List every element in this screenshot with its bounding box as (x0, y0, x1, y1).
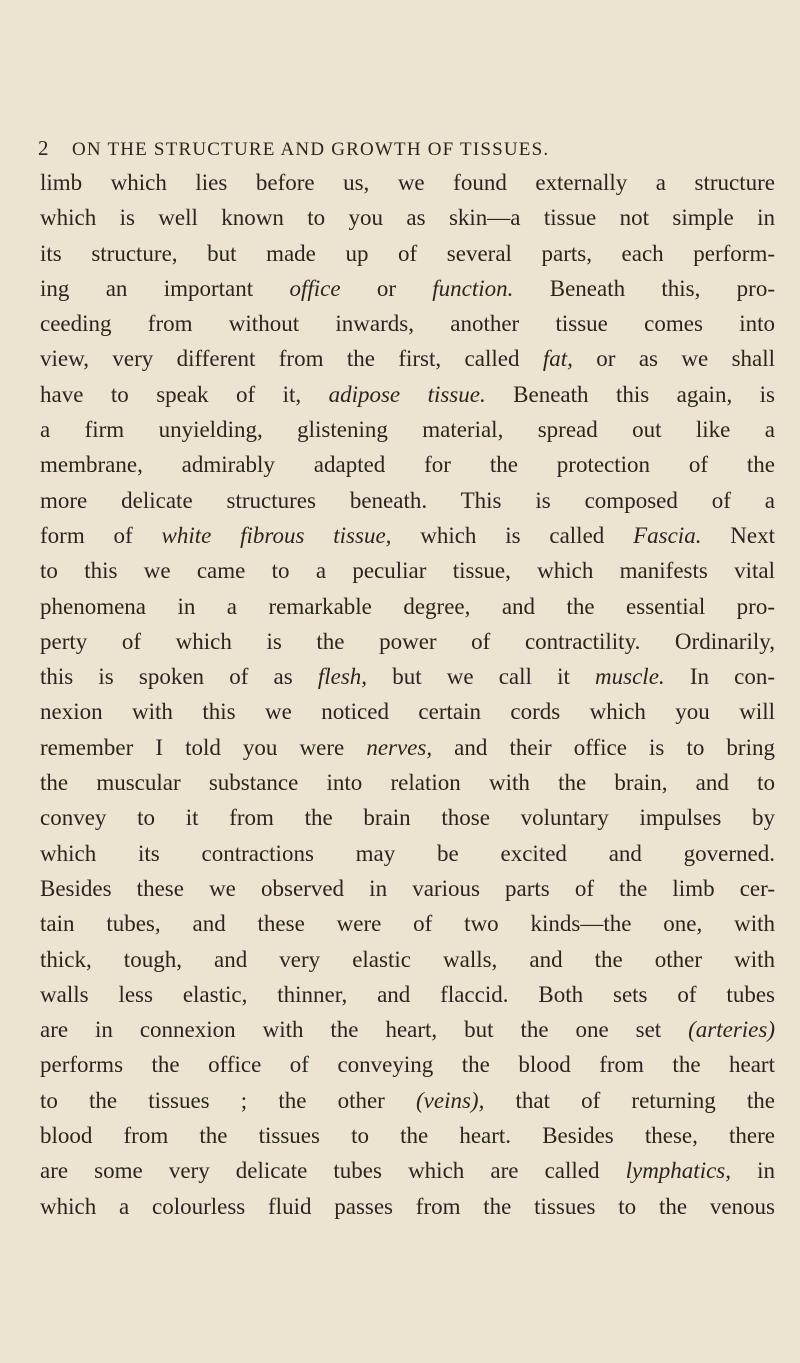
text-run: but we call it (367, 664, 596, 690)
text-run: or (340, 275, 433, 301)
text-run: which a colourless fluid passes from the tissues to the venous (40, 1193, 775, 1219)
text-run: are some very delicate tubes which are called (40, 1158, 626, 1184)
text-run: view, very different from the first, called (40, 346, 543, 372)
page-number: 2 (38, 136, 50, 160)
italic-term: muscle. (595, 664, 665, 690)
text-line (40, 1047, 775, 1082)
text-line (40, 447, 775, 482)
text-line (40, 942, 775, 977)
text-run: which its contractions may be excited and governed. (40, 840, 775, 866)
text-line (40, 306, 775, 341)
text-run: ceeding from without inwards, another tissue comes into (40, 311, 775, 337)
text-line (40, 800, 775, 835)
text-run: in (731, 1158, 775, 1184)
text-run: limb which lies before us, we found externally a structure (40, 170, 775, 195)
text-run: blood from the tissues to the heart. Besides these, there (40, 1123, 775, 1149)
text-run: perty of which is the power of contractility. Ordinarily, (40, 628, 775, 654)
text-run: ing an important (40, 275, 290, 301)
text-line (40, 836, 775, 871)
text-run: thick, tough, and very elastic walls, and the other with (40, 946, 775, 972)
text-run: are in connexion with the heart, but the one set (40, 1017, 689, 1043)
text-line (40, 1012, 775, 1047)
italic-term: lymphatics, (625, 1158, 731, 1184)
text-run: nexion with this we noticed certain cords which you will (40, 699, 775, 725)
text-run: or as we shall (572, 346, 776, 372)
text-line (40, 906, 775, 941)
text-line (40, 1153, 775, 1188)
text-run: form of (40, 522, 162, 548)
text-run: the muscular substance into relation with the brain, and to (40, 770, 775, 796)
text-line (40, 1189, 775, 1224)
text-run: tain tubes, and these were of two kinds—the one, with (40, 911, 775, 937)
text-line (40, 412, 775, 447)
text-run: phenomena in a remarkable degree, and the essential pro- (40, 593, 775, 619)
text-line (40, 1083, 775, 1118)
text-line (40, 694, 775, 729)
italic-term: nerves, (366, 734, 433, 760)
text-line (40, 871, 775, 906)
text-run: convey to it from the brain those voluntary impulses by (40, 805, 775, 831)
text-line (40, 377, 775, 412)
text-run: more delicate structures beneath. This is composed of a (40, 487, 775, 513)
text-line (40, 200, 775, 235)
text-line (40, 730, 775, 765)
italic-term: (arteries) (688, 1017, 775, 1043)
running-header (38, 136, 778, 161)
text-run: performs the office of conveying the blood from the heart (40, 1052, 775, 1078)
italic-term: office (289, 275, 341, 301)
text-run: to the tissues ; the other (40, 1087, 416, 1113)
body-text (40, 165, 775, 1224)
italic-term: fat, (542, 346, 573, 372)
text-line (40, 659, 775, 694)
italic-term: (veins), (416, 1087, 485, 1113)
text-run: membrane, admirably adapted for the protection of the (40, 452, 775, 478)
text-run: its structure, but made up of several parts, each perform- (40, 240, 775, 266)
text-line (40, 624, 775, 659)
text-line (40, 589, 775, 624)
text-line (40, 341, 775, 376)
italic-term: adipose tissue. (328, 381, 486, 407)
text-line (40, 765, 775, 800)
text-run: Beneath this, pro- (513, 275, 775, 301)
text-run: walls less elastic, thinner, and flaccid. Both sets of tubes (40, 981, 775, 1007)
text-run: that of returning the (484, 1087, 775, 1113)
text-run: In con- (664, 664, 775, 690)
text-run: have to speak of it, (40, 381, 329, 407)
text-run: which is well known to you as skin—a tissue not simple in (40, 205, 775, 231)
italic-term: Fascia. (633, 522, 702, 548)
text-run: Next (701, 522, 775, 548)
text-line (40, 1118, 775, 1153)
text-run: Beneath this again, is (485, 381, 775, 407)
text-run: remember I told you were (40, 734, 367, 760)
italic-term: flesh, (317, 664, 368, 690)
text-line (40, 271, 775, 306)
text-line (40, 236, 775, 271)
text-line (40, 518, 775, 553)
text-line (40, 483, 775, 518)
text-line (40, 977, 775, 1012)
text-run: which is called (391, 522, 634, 548)
text-run: this is spoken of as (40, 664, 318, 690)
text-line (40, 165, 775, 200)
italic-term: function. (432, 275, 514, 301)
text-run: and their office is to bring (432, 734, 775, 760)
text-run: Besides these we observed in various parts of the limb cer- (40, 875, 775, 901)
running-title: ON THE STRUCTURE AND GROWTH OF TISSUES. (72, 139, 550, 160)
text-run: a firm unyielding, glistening material, spread out like a (40, 417, 775, 443)
text-run: to this we came to a peculiar tissue, which manifests vital (40, 558, 775, 584)
text-line (40, 553, 775, 588)
italic-term: white fibrous tissue, (161, 522, 392, 548)
